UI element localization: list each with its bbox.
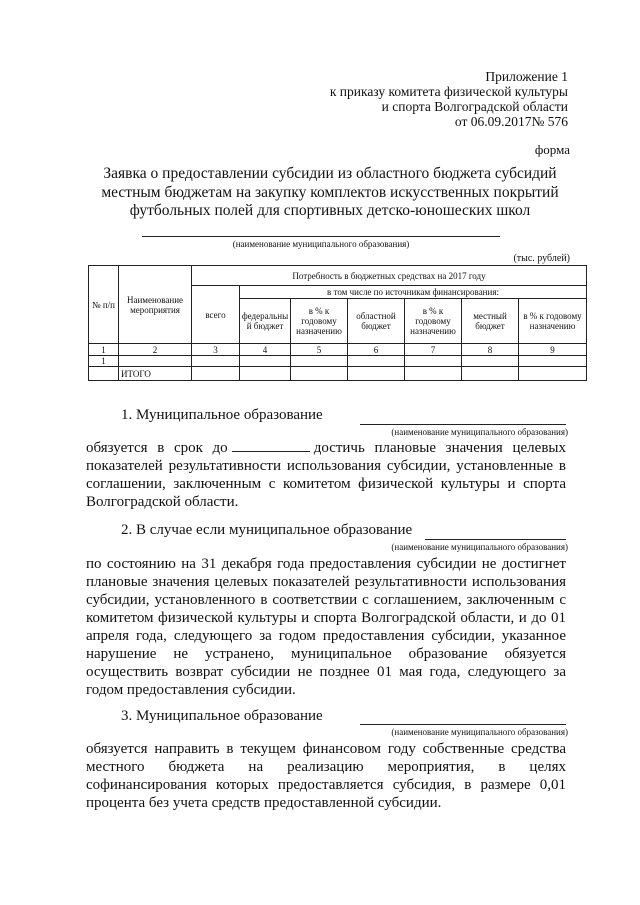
row-number: 1 — [89, 356, 119, 367]
table-cell — [462, 356, 519, 367]
para2-blank-line — [425, 539, 566, 540]
table-cell — [89, 367, 119, 381]
col-number: 4 — [240, 344, 291, 356]
title-line-2: местным бюджетам на закупку комплектов искусственных покрытий — [101, 183, 559, 201]
para2-text: по состоянию на 31 декабря года предоставления субсидии не достигнет плановые значения целевых показателей результативности использования субсидии, установленного в соответствии с соглашением, заключенным с комитетом физической культуры и спорта Волгоградской области, и до 01 апреля года, следующего за годом предоставления субсидии, указанное нарушение не устранено, муниципальное образование обязуется осуществить возврат субсидии не позднее 01 мая года, следующего за годом предоставления субсидии. — [86, 556, 566, 698]
table-cell — [240, 367, 291, 381]
col-number: 3 — [192, 344, 240, 356]
municipality-caption: (наименование муниципального образования) — [232, 239, 410, 249]
header-no: № п/п — [89, 266, 119, 344]
col-number: 7 — [405, 344, 462, 356]
table-cell — [405, 356, 462, 367]
column-number-row — [89, 344, 587, 356]
table-cell — [348, 367, 405, 381]
para3-caption: (наименование муниципального образования) — [391, 727, 568, 737]
header-pct-local: в % к годовому назначению — [519, 299, 587, 344]
col-number: 5 — [291, 344, 348, 356]
para1-text-rest: показателей результативности использования субсидии, установленные в соглашении, заключенным с комитетом физической культуры и спорта Волгоградской области. — [86, 458, 566, 510]
table-cell — [291, 356, 348, 367]
para1-lead: 1. Муниципальное образование — [121, 407, 323, 423]
title-line-1: Заявка о предоставлении субсидии из областного бюджета субсидий — [103, 165, 557, 182]
para2-lead: 2. В случае если муниципальное образование — [121, 522, 413, 538]
para1-body — [86, 439, 566, 511]
col-number: 9 — [519, 344, 587, 356]
table-cell — [519, 356, 587, 367]
header-total: всего — [192, 286, 240, 344]
para2-body — [86, 555, 566, 699]
header-local: местный бюджет — [462, 299, 519, 344]
table-row — [89, 356, 587, 367]
table-cell — [291, 367, 348, 381]
para1-text-a: обязуется в срок до — [86, 440, 228, 456]
col-number: 2 — [119, 344, 192, 356]
para3-text: обязуется направить в текущем финансовом году собственные средства местного бюджета на реализацию мероприятия, в целях софинансирования которых предоставляется субсидия, в размере 0,01 процента без учета средств предоставленной субсидии. — [86, 741, 566, 811]
appendix-title: Приложение 1 — [485, 69, 568, 84]
table-cell — [240, 356, 291, 367]
header-pct-regional: в % к годовому назначению — [405, 299, 462, 344]
unit-label: (тыс. рублей) — [513, 253, 570, 264]
appendix-line-order: к приказу комитета физической культуры — [329, 84, 568, 99]
table-cell — [192, 367, 240, 381]
para3-lead: 3. Муниципальное образование — [121, 708, 323, 724]
col-number: 8 — [462, 344, 519, 356]
header-name: Наименование мероприятия — [119, 266, 192, 344]
total-label: ИТОГО — [119, 367, 192, 381]
appendix-line-committee: и спорта Волгоградской области — [381, 99, 568, 114]
header-federal: федеральны й бюджет — [240, 299, 291, 344]
table-cell — [462, 367, 519, 381]
header-regional: областной бюджет — [348, 299, 405, 344]
para3-body — [86, 740, 566, 812]
para2-caption: (наименование муниципального образования) — [391, 542, 568, 552]
financing-table — [88, 265, 587, 381]
form-label: форма — [534, 142, 570, 157]
document-title — [80, 165, 580, 221]
col-number: 6 — [348, 344, 405, 356]
para1-blank-line — [360, 424, 566, 425]
header-need: Потребность в бюджетных средствах на 2017 году — [192, 266, 587, 286]
table-cell — [348, 356, 405, 367]
title-line-3: футбольных полей для спортивных детско-юношеских школ — [129, 202, 531, 219]
table-cell — [119, 356, 192, 367]
header-sources: в том числе по источникам финансирования: — [240, 286, 587, 299]
table-cell — [405, 367, 462, 381]
table-cell — [192, 356, 240, 367]
col-number: 1 — [89, 344, 119, 356]
total-row — [89, 367, 587, 381]
table-cell — [519, 367, 587, 381]
para3-blank-line — [360, 724, 566, 725]
para1-text-b: достичь плановые значения целевых — [313, 440, 566, 456]
municipality-blank-line — [142, 236, 500, 237]
appendix-line-date: от 06.09.2017№ 576 — [454, 114, 568, 129]
header-pct-federal: в % к годовому назначению — [291, 299, 348, 344]
deadline-blank — [232, 439, 310, 452]
para1-caption: (наименование муниципального образования) — [391, 427, 568, 437]
